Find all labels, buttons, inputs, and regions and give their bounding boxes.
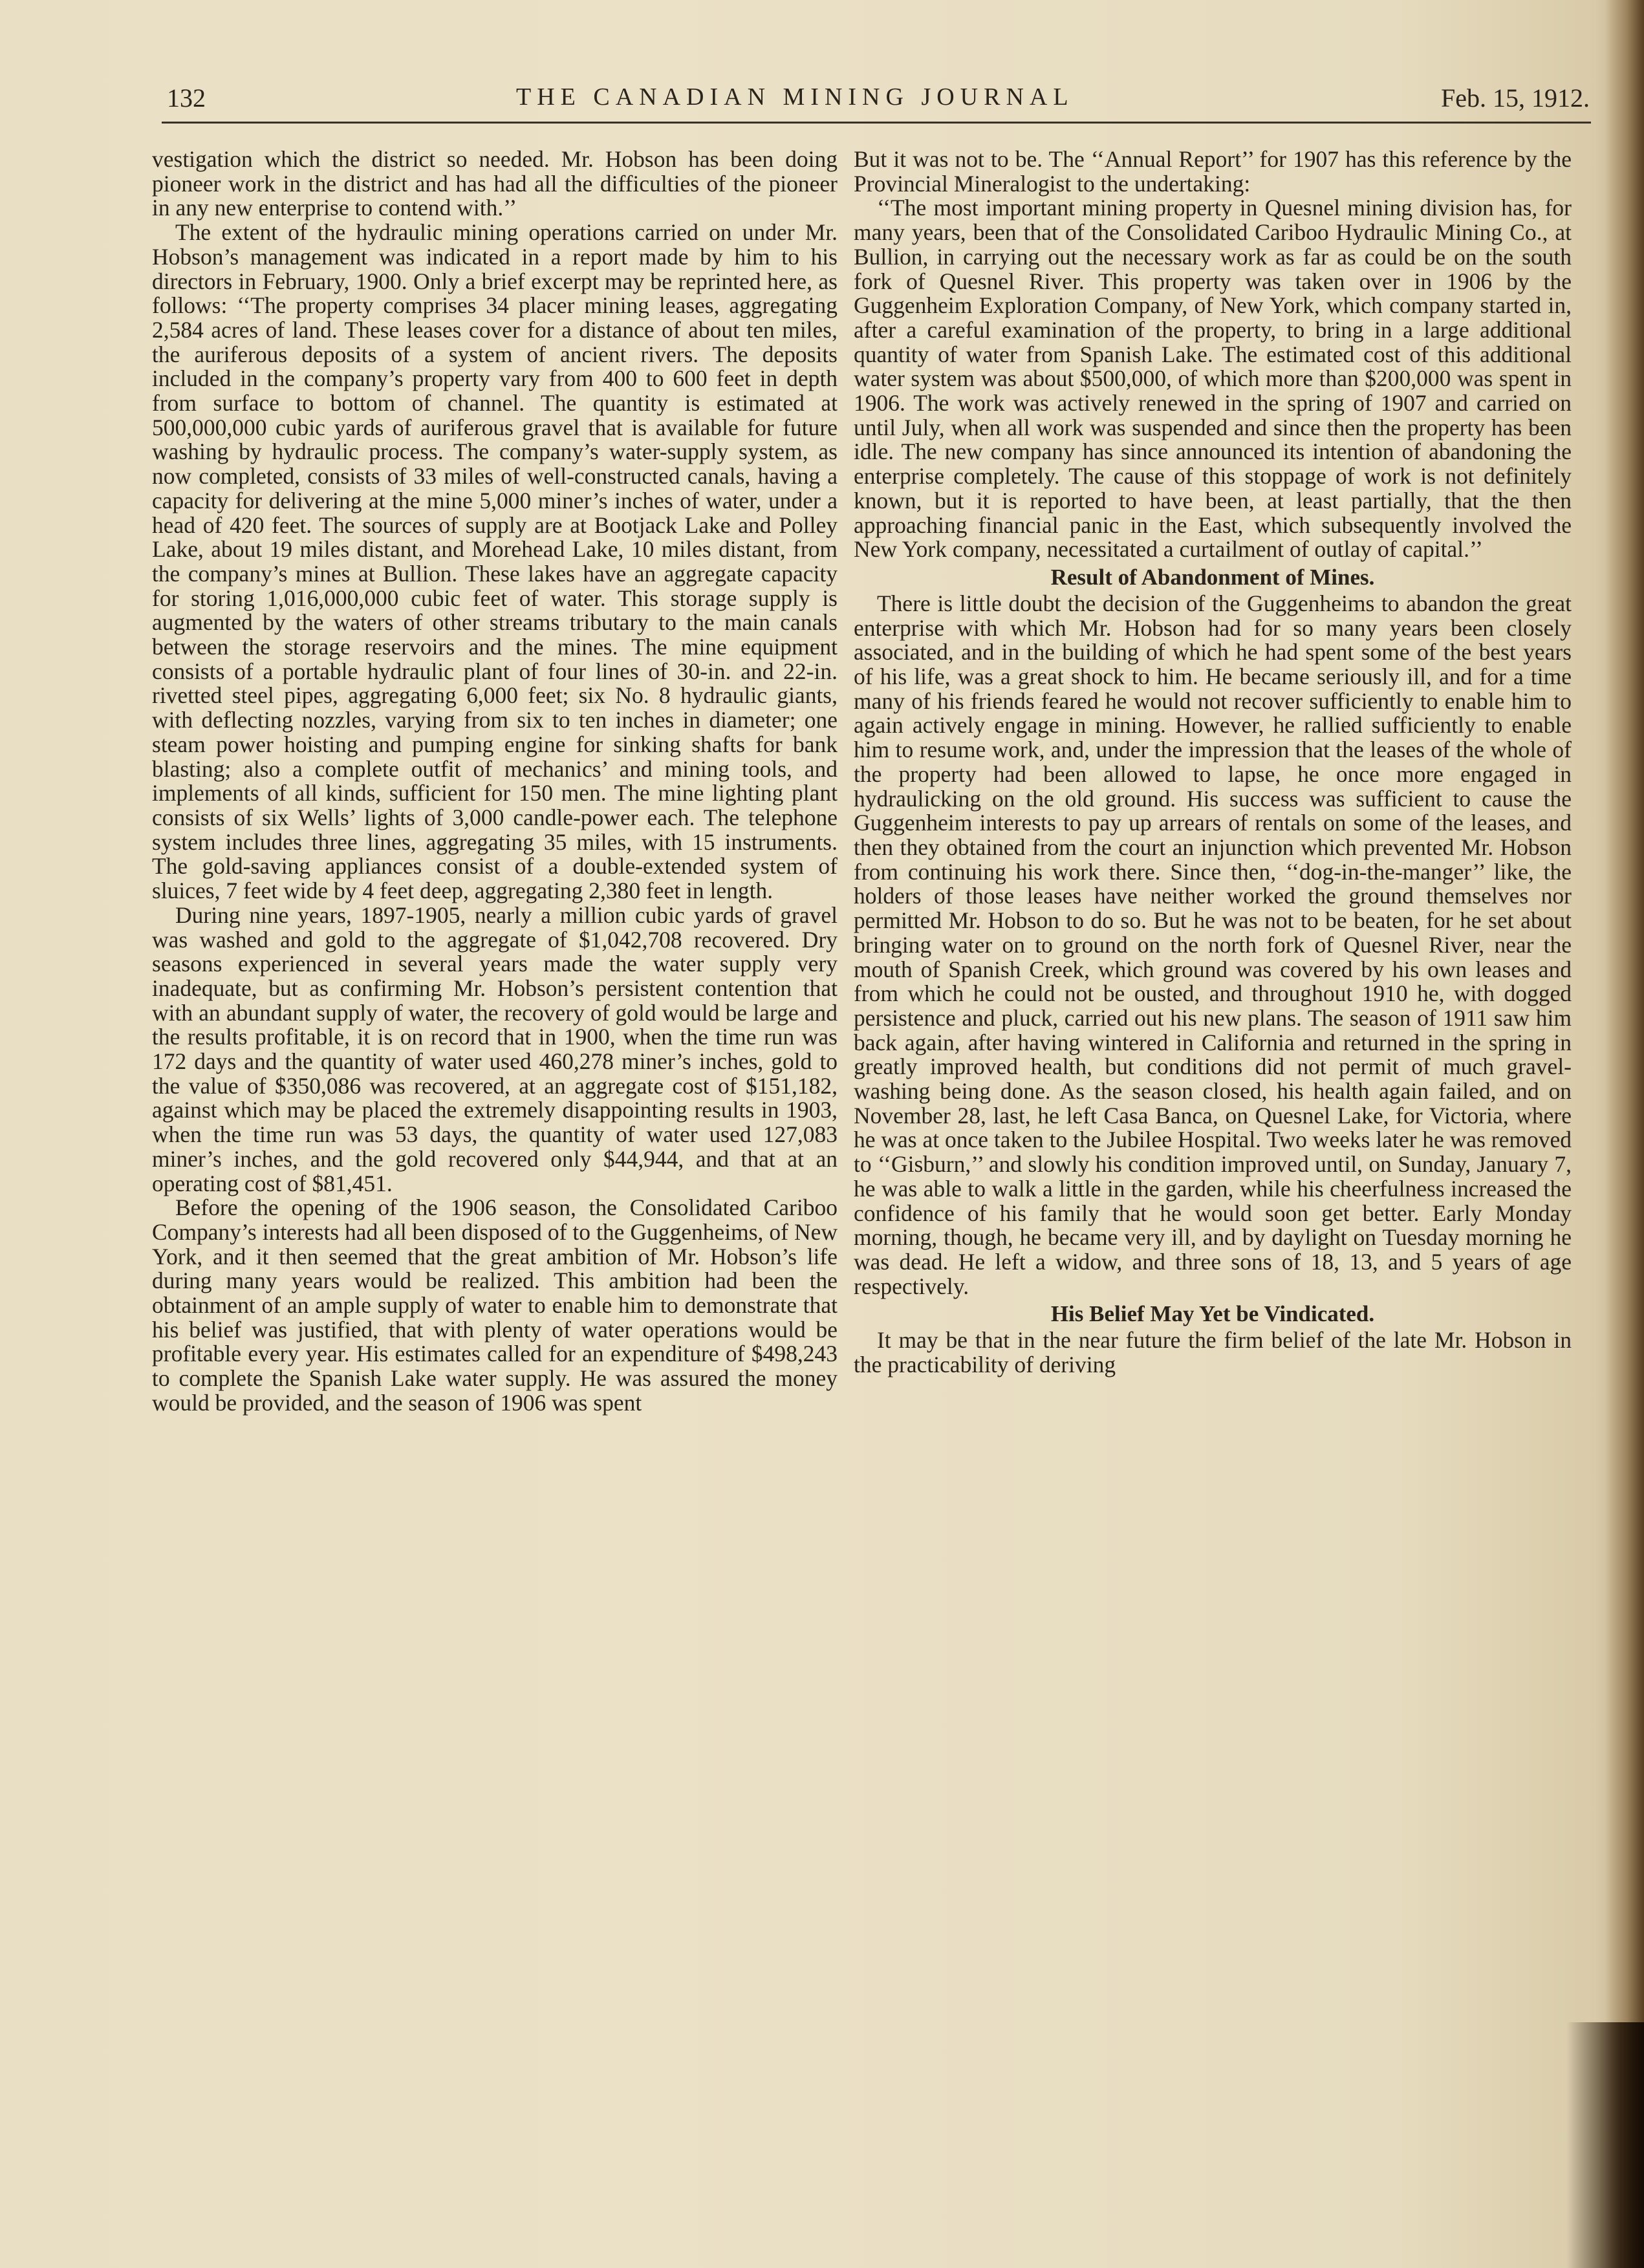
paragraph: During nine years, 1897-1905, nearly a million cubic yards of gravel was washed and gold to the aggregate of $1,042,708 recovered. Dry seasons experienced in several years made the water supply very inadequate, but as confirming Mr. Hobson’s persistent contention that with an abundant supply of water, the recovery of gold would be large and the results profitable, it is on record that in 1900, when the time run was 172 days and the quantity of water used 460,278 miner’s inches, gold to the value of $350,086 was recovered, at an aggregate cost of $151,182, against which may be placed the extremely disappointing results in 1903, when the time run was 53 days, the quantity of water used 127,083 miner’s inches, and the gold recovered only $44,944, and that at an operating cost of $81,451. [152,902,838,1196]
right-column [854,147,1572,1377]
paragraph: It may be that in the near future the firm belief of the late Mr. Hobson in the practicability of deriving [854,1327,1572,1378]
paragraph: vestigation which the district so needed. Mr. Hobson has been doing pioneer work in the district and has had all the difficulties of the pioneer in any new enterprise to contend with.’’ [152,146,838,221]
page-edge-shadow [1566,2022,1644,2268]
quoted-paragraph: ‘‘The most important mining property in Quesnel mining division has, for many years, been that of the Consolidated Cariboo Hydraulic Mining Co., at Bullion, in carrying out the necessary work as far as could be on the south fork of Quesnel River. This property was taken over in 1906 by the Guggenheim Exploration Company, of New York, which company started in, after a careful examination of the property, to bring in a large additional quantity of water from Spanish Lake. The estimated cost of this additional water system was about $500,000, of which more than $200,000 was spent in 1906. The work was actively renewed in the spring of 1907 and carried on until July, when all work was suspended and since then the property has been idle. The new company has since announced its intention of abandoning the enterprise completely. The cause of this stoppage of work is not definitely known, but it is reported to have been, at least partially, that the then approaching financial panic in the East, which subsequently involved the New York company, necessitated a curtailment of outlay of capital.’’ [854,195,1572,563]
left-column [152,147,838,1416]
section-heading: Result of Abandonment of Mines. [1050,564,1375,590]
page-number: 132 [167,83,206,113]
spine-shadow [1605,0,1644,2268]
journal-title: THE CANADIAN MINING JOURNAL [516,83,1074,111]
paragraph: Before the opening of the 1906 season, the Consolidated Cariboo Company’s interests had all been disposed of to the Guggenheims, of New York, and it then seemed that the great ambition of Mr. Hobson’s life during many years would be realized. This ambition had been the obtainment of an ample supply of water to enable him to demonstrate that his belief was justified, that with plenty of water operations would be profitable every year. His estimates called for an expenditure of $498,243 to complete the Spanish Lake water supply. He was assured the money would be provided, and the season of 1906 was spent [152,1194,838,1416]
running-header [167,83,1590,122]
paragraph: The extent of the hydraulic mining operations carried on under Mr. Hobson’s management was indicated in a report made by him to his directors in February, 1900. Only a brief excerpt may be reprinted here, as follows: ‘‘The property comprises 34 placer mining leases, aggregating 2,584 acres of land. These leases cover for a distance of about ten miles, the auriferous deposits of a system of ancient rivers. The deposits included in the company’s property vary from 400 to 600 feet in depth from surface to bottom of channel. The quantity is estimated at 500,000,000 cubic yards of auriferous gravel that is available for future washing by hydraulic process. The company’s water-supply system, as now completed, consists of 33 miles of well-constructed canals, having a capacity for delivering at the mine 5,000 miner’s inches of water, under a head of 420 feet. The sources of supply are at Bootjack Lake and Polley Lake, about 19 miles distant, and Morehead Lake, 10 miles distant, from the company’s mines at Bullion. These lakes have an aggregate capacity for storing 1,016,000,000 cubic feet of water. This storage supply is augmented by the waters of other streams tributary to the main canals between the storage reservoirs and the mines. The mine equipment consists of a portable hydraulic plant of four lines of 30-in. and 22-in. rivetted steel pipes, aggregating 6,000 feet; six No. 8 hydraulic giants, with deflecting nozzles, varying from six to ten inches in diameter; one steam power hoisting and pumping engine for sinking shafts for bank blasting; also a complete outfit of mechanics’ and mining tools, and implements of all kinds, sufficient for 150 men. The mine lighting plant consists of six Wells’ lights of 3,000 candle-power each. The telephone system includes three lines, aggregating 35 miles, with 15 instruments. The gold-saving appliances consist of a double-extended system of sluices, 7 feet wide by 4 feet deep, aggregating 2,380 feet in length. [152,219,838,904]
issue-date: Feb. 15, 1912. [1441,83,1590,113]
paragraph: There is little doubt the decision of the Guggenheims to abandon the great enterprise with which Mr. Hobson had for so many years been closely associated, and in the building of which he had spent some of the best years of his life, was a great shock to him. He became seriously ill, and for a time many of his friends feared he would not recover sufficiently to enable him to again actively engage in mining. However, he rallied sufficiently to enable him to resume work, and, under the impression that the leases of the whole of the property had been allowed to lapse, he once more engaged in hydraulicking on the old ground. His success was sufficient to cause the Guggenheim interests to pay up arrears of rentals on some of the leases, and then they obtained from the court an injunction which prevented Mr. Hobson from continuing his work there. Since then, ‘‘dog-in-the-manger’’ like, the holders of those leases have neither worked the ground themselves nor permitted Mr. Hobson to do so. But he was not to be beaten, for he set about bringing water on to ground on the north fork of Quesnel River, near the mouth of Spanish Creek, which ground was covered by his own leases and from which he could not be ousted, and throughout 1910 he, with dogged persistence and pluck, carried out his new plans. The season of 1911 saw him back again, after having wintered in California and returned in the spring in greatly improved health, but conditions did not permit of much gravel-washing being done. As the season closed, his health again failed, and on November 28, last, he left Casa Banca, on Quesnel Lake, for Victoria, where he was at once taken to the Jubilee Hospital. Two weeks later he was removed to ‘‘Gisburn,’’ and slowly his condition improved until, on Sunday, January 7, he was able to walk a little in the garden, while his cheerfulness increased the confidence of his family that he would soon get better. Early Monday morning, though, he became very ill, and by daylight on Tuesday morning he was dead. He left a widow, and three sons of 18, 13, and 5 years of age respectively. [854,590,1572,1299]
header-rule [162,122,1591,124]
paragraph: But it was not to be. The ‘‘Annual Report’’ for 1907 has this reference by the Provincial Mineralogist to the undertaking: [854,146,1572,197]
section-heading: His Belief May Yet be Vindicated. [1050,1301,1375,1327]
